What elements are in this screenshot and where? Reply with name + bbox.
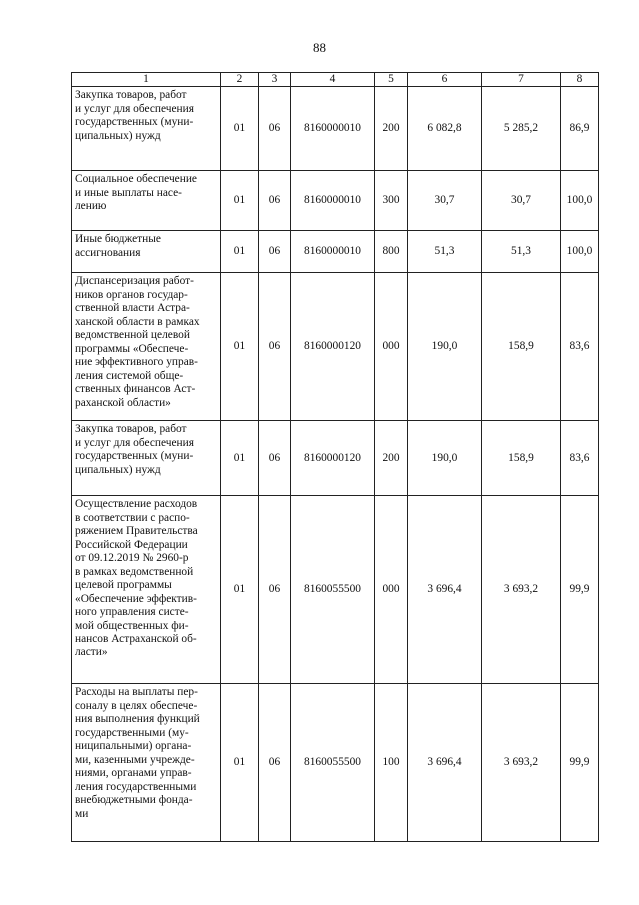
cell-target-code: 8160000010 bbox=[291, 87, 375, 171]
cell-target-code: 8160055500 bbox=[291, 496, 375, 684]
cell-percent: 83,6 bbox=[561, 421, 599, 496]
cell-planned: 6 082,8 bbox=[408, 87, 482, 171]
table-row bbox=[72, 496, 599, 684]
header-cell-1: 1 bbox=[72, 73, 221, 87]
cell-section: 01 bbox=[221, 684, 259, 842]
table-row bbox=[72, 87, 599, 171]
cell-percent: 99,9 bbox=[561, 684, 599, 842]
cell-actual: 158,9 bbox=[482, 273, 561, 421]
cell-expense-type: 000 bbox=[375, 273, 408, 421]
row-description: Осуществление расходов в соответствии с распо- ряжением Правительства Российской Федерации от 09.12.2019 № 2960-р в рамках ведомственной целевой программы «Обеспечение эффектив- ного управления систе- мой общественных фи- нансов Астраханской об- ласти» bbox=[72, 496, 221, 684]
cell-subsection: 06 bbox=[259, 273, 291, 421]
table-row bbox=[72, 171, 599, 231]
table-row bbox=[72, 684, 599, 842]
cell-planned: 190,0 bbox=[408, 273, 482, 421]
row-description: Иные бюджетные ассигнования bbox=[72, 231, 221, 273]
cell-target-code: 8160000120 bbox=[291, 273, 375, 421]
header-cell-2: 2 bbox=[221, 73, 259, 87]
cell-subsection: 06 bbox=[259, 684, 291, 842]
cell-actual: 5 285,2 bbox=[482, 87, 561, 171]
cell-actual: 3 693,2 bbox=[482, 496, 561, 684]
header-cell-4: 4 bbox=[291, 73, 375, 87]
cell-expense-type: 300 bbox=[375, 171, 408, 231]
cell-target-code: 8160000010 bbox=[291, 231, 375, 273]
cell-actual: 51,3 bbox=[482, 231, 561, 273]
cell-section: 01 bbox=[221, 171, 259, 231]
cell-percent: 86,9 bbox=[561, 87, 599, 171]
header-cell-6: 6 bbox=[408, 73, 482, 87]
table-row bbox=[72, 273, 599, 421]
cell-planned: 3 696,4 bbox=[408, 496, 482, 684]
cell-section: 01 bbox=[221, 231, 259, 273]
cell-actual: 3 693,2 bbox=[482, 684, 561, 842]
cell-section: 01 bbox=[221, 273, 259, 421]
cell-percent: 100,0 bbox=[561, 231, 599, 273]
cell-planned: 190,0 bbox=[408, 421, 482, 496]
header-cell-8: 8 bbox=[561, 73, 599, 87]
cell-planned: 3 696,4 bbox=[408, 684, 482, 842]
cell-subsection: 06 bbox=[259, 421, 291, 496]
cell-actual: 158,9 bbox=[482, 421, 561, 496]
cell-subsection: 06 bbox=[259, 496, 291, 684]
cell-subsection: 06 bbox=[259, 87, 291, 171]
cell-expense-type: 100 bbox=[375, 684, 408, 842]
cell-expense-type: 200 bbox=[375, 87, 408, 171]
row-description: Расходы на выплаты пер- соналу в целях обеспече- ния выполнения функций государственными (му- ниципальными) органа- ми, казенными учрежде- ниями, органами управ- ления государственными внебюджетными фонда- ми bbox=[72, 684, 221, 842]
cell-percent: 99,9 bbox=[561, 496, 599, 684]
row-description: Диспансеризация работ- ников органов государ- ственной власти Астра- ханской области в рамках ведомственной целевой программы «Обеспече- ние эффективного управ- ления системой обще- ственных финансов Аст- раханской области» bbox=[72, 273, 221, 421]
header-cell-5: 5 bbox=[375, 73, 408, 87]
row-description: Закупка товаров, работ и услуг для обеспечения государственных (муни- ципальных) нужд bbox=[72, 87, 221, 171]
row-description: Закупка товаров, работ и услуг для обеспечения государственных (муни- ципальных) нужд bbox=[72, 421, 221, 496]
cell-subsection: 06 bbox=[259, 171, 291, 231]
cell-expense-type: 000 bbox=[375, 496, 408, 684]
table-row bbox=[72, 231, 599, 273]
cell-planned: 51,3 bbox=[408, 231, 482, 273]
cell-section: 01 bbox=[221, 496, 259, 684]
cell-target-code: 8160055500 bbox=[291, 684, 375, 842]
cell-section: 01 bbox=[221, 87, 259, 171]
cell-expense-type: 200 bbox=[375, 421, 408, 496]
cell-target-code: 8160000010 bbox=[291, 171, 375, 231]
cell-actual: 30,7 bbox=[482, 171, 561, 231]
cell-expense-type: 800 bbox=[375, 231, 408, 273]
page-number: 88 bbox=[313, 40, 326, 55]
cell-percent: 83,6 bbox=[561, 273, 599, 421]
row-description: Социальное обеспечение и иные выплаты насе- лению bbox=[72, 171, 221, 231]
cell-planned: 30,7 bbox=[408, 171, 482, 231]
cell-section: 01 bbox=[221, 421, 259, 496]
cell-target-code: 8160000120 bbox=[291, 421, 375, 496]
header-row bbox=[72, 73, 599, 87]
header-cell-3: 3 bbox=[259, 73, 291, 87]
cell-percent: 100,0 bbox=[561, 171, 599, 231]
table-row bbox=[72, 421, 599, 496]
cell-subsection: 06 bbox=[259, 231, 291, 273]
header-cell-7: 7 bbox=[482, 73, 561, 87]
budget-table bbox=[71, 72, 599, 842]
